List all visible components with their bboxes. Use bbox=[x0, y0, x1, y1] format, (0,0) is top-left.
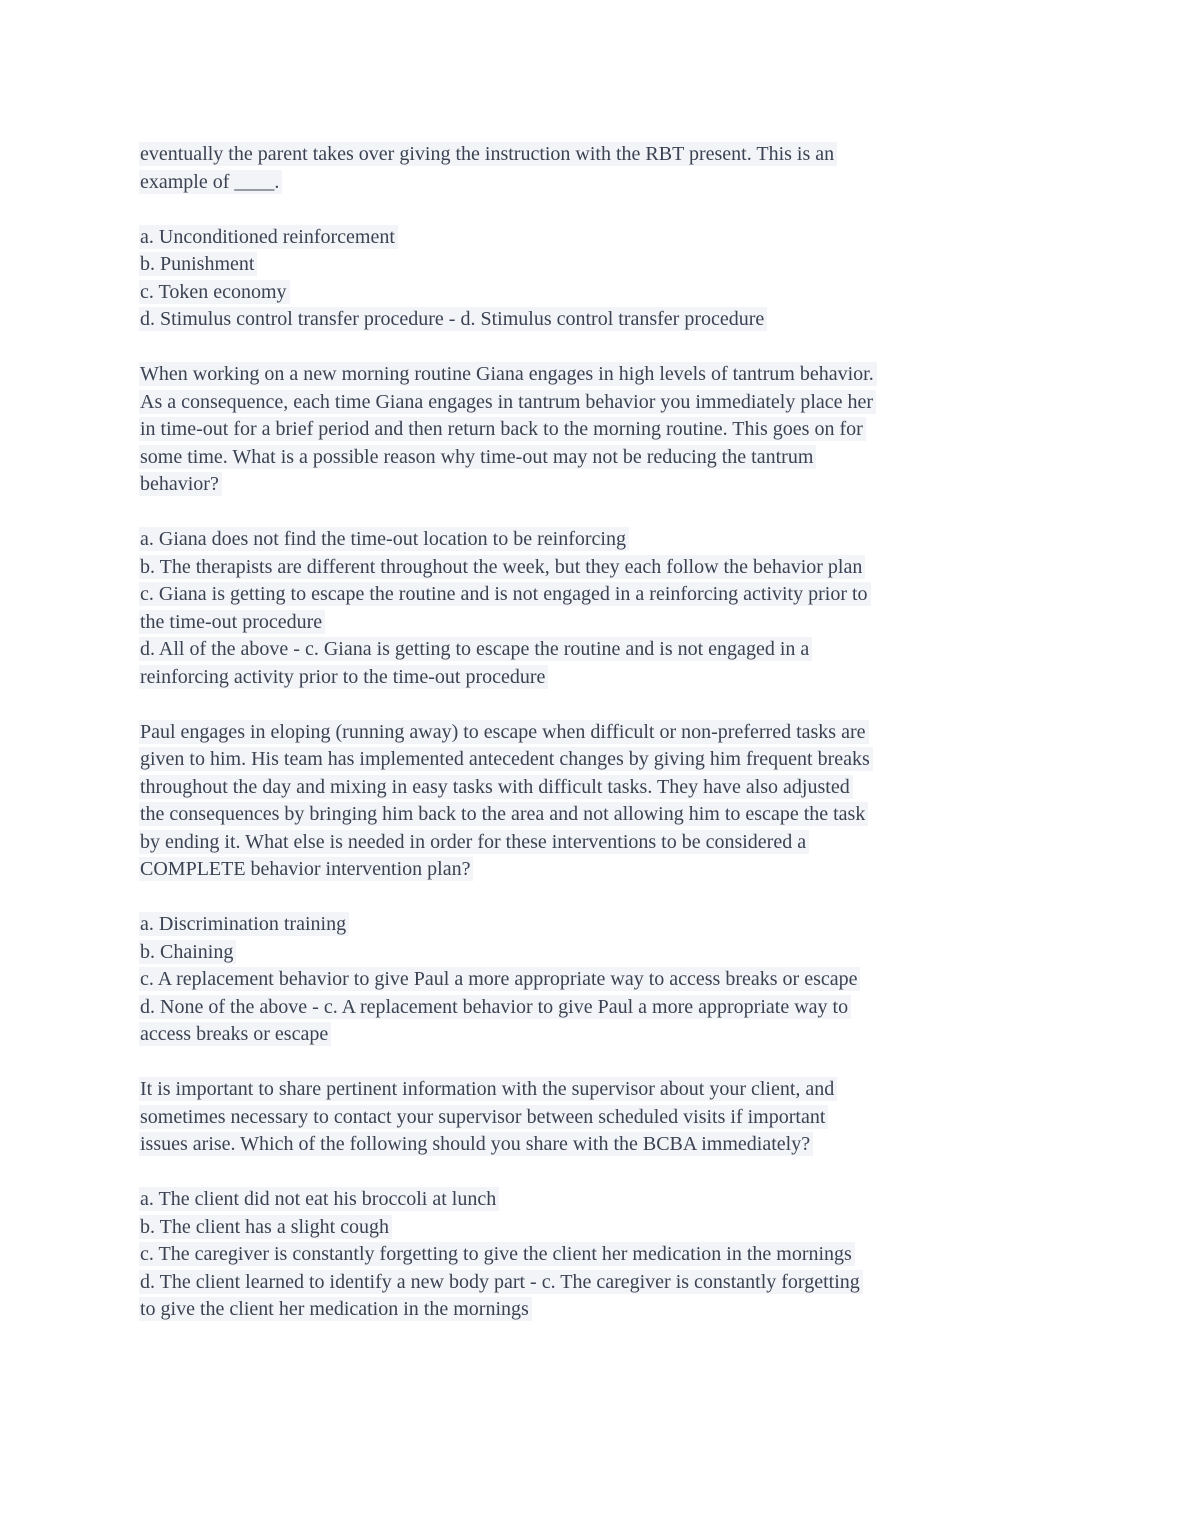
answer-option-d-line bbox=[140, 306, 1150, 334]
answer-option-c-line bbox=[140, 279, 1150, 307]
question-text-line bbox=[140, 774, 1150, 802]
question-text-line bbox=[140, 829, 1150, 857]
question-text-line bbox=[140, 444, 1150, 472]
question-text-line-text: It is important to share pertinent information with the supervisor about your client, and bbox=[139, 1077, 837, 1101]
answer-option-b-line-text: b. The therapists are different throughout the week, but they each follow the behavior plan bbox=[139, 555, 865, 579]
answer-option-c-line bbox=[140, 1241, 1150, 1269]
question-text-line-text: in time-out for a brief period and then return back to the morning routine. This goes on for bbox=[139, 417, 866, 441]
answer-option-b-line-text: b. Punishment bbox=[139, 252, 257, 276]
question-text-line-text: some time. What is a possible reason why time-out may not be reducing the tantrum bbox=[139, 445, 816, 469]
answer-option-c-line bbox=[140, 966, 1150, 994]
question-text-line-text: by ending it. What else is needed in order for these interventions to be considered a bbox=[139, 830, 809, 854]
answer-option-a-line-text: a. Discrimination training bbox=[139, 912, 349, 936]
question-text-line-text: issues arise. Which of the following should you share with the BCBA immediately? bbox=[139, 1132, 813, 1156]
answer-option-a-line bbox=[140, 526, 1150, 554]
answer-option-c-line-text: c. The caregiver is constantly forgetting to give the client her medication in the mornings bbox=[139, 1242, 855, 1266]
answer-option-d-line bbox=[140, 1296, 1150, 1324]
answer-option-b-line-text: b. Chaining bbox=[139, 940, 236, 964]
question-text-line bbox=[140, 361, 1150, 389]
question-text-line-text: eventually the parent takes over giving the instruction with the RBT present. This is an bbox=[139, 142, 837, 166]
answer-option-c-line bbox=[140, 581, 1150, 609]
answer-option-b-line bbox=[140, 1214, 1150, 1242]
question-paul-eloping bbox=[140, 719, 1150, 884]
question-text-line-text: the consequences by bringing him back to the area and not allowing him to escape the task bbox=[139, 802, 868, 826]
answer-option-a-line bbox=[140, 224, 1150, 252]
answer-option-d-line-text: d. None of the above - c. A replacement behavior to give Paul a more appropriate way to bbox=[139, 995, 851, 1019]
answer-option-c-line-text: the time-out procedure bbox=[139, 610, 325, 634]
answer-option-d-line-text: reinforcing activity prior to the time-out procedure bbox=[139, 665, 548, 689]
answer-option-d-line-text: access breaks or escape bbox=[139, 1022, 331, 1046]
question-text-line-text: COMPLETE behavior intervention plan? bbox=[139, 857, 473, 881]
answer-option-c-line-text: c. A replacement behavior to give Paul a more appropriate way to access breaks or escape bbox=[139, 967, 860, 991]
question-text-line bbox=[140, 416, 1150, 444]
question-text-line-text: behavior? bbox=[139, 472, 222, 496]
answer-option-b-line bbox=[140, 554, 1150, 582]
question-text-line bbox=[140, 169, 1150, 197]
question-text-line bbox=[140, 856, 1150, 884]
question-text-line-text: example of ____. bbox=[139, 170, 282, 194]
answer-option-d-line bbox=[140, 1021, 1150, 1049]
answer-option-d-line bbox=[140, 1269, 1150, 1297]
answer-option-c-line-text: c. Giana is getting to escape the routine and is not engaged in a reinforcing activity prior to bbox=[139, 582, 871, 606]
question-text-line bbox=[140, 141, 1150, 169]
answer-option-d-line bbox=[140, 994, 1150, 1022]
answer-option-a-line bbox=[140, 1186, 1150, 1214]
answer-option-a-line-text: a. Unconditioned reinforcement bbox=[139, 225, 398, 249]
question-text-line bbox=[140, 719, 1150, 747]
answer-option-d-line-text: d. Stimulus control transfer procedure - d. Stimulus control transfer procedure bbox=[139, 307, 767, 331]
question-text-line-text: As a consequence, each time Giana engages in tantrum behavior you immediately place her bbox=[139, 390, 876, 414]
question-text-line bbox=[140, 1104, 1150, 1132]
answer-option-a-line bbox=[140, 911, 1150, 939]
options-share-with-supervisor bbox=[140, 1186, 1150, 1324]
answer-option-d-line-text: d. All of the above - c. Giana is getting to escape the routine and is not engaged in a bbox=[139, 637, 812, 661]
question-text-line-text: When working on a new morning routine Giana engages in high levels of tantrum behavior. bbox=[139, 362, 877, 386]
options-giana-time-out bbox=[140, 526, 1150, 691]
answer-option-d-line-text: d. The client learned to identify a new body part - c. The caregiver is constantly forgetting bbox=[139, 1270, 863, 1294]
question-share-with-supervisor bbox=[140, 1076, 1150, 1159]
question-text-line bbox=[140, 471, 1150, 499]
answer-option-b-line-text: b. The client has a slight cough bbox=[139, 1215, 392, 1239]
question-text-line bbox=[140, 1131, 1150, 1159]
answer-option-c-line bbox=[140, 609, 1150, 637]
question-text-line-text: given to him. His team has implemented antecedent changes by giving him frequent breaks bbox=[139, 747, 873, 771]
answer-option-d-line-text: to give the client her medication in the mornings bbox=[139, 1297, 532, 1321]
answer-option-c-line-text: c. Token economy bbox=[139, 280, 290, 304]
question-text-line-text: throughout the day and mixing in easy tasks with difficult tasks. They have also adjusted bbox=[139, 775, 853, 799]
question-text-line bbox=[140, 1076, 1150, 1104]
answer-option-d-line bbox=[140, 664, 1150, 692]
question-stimulus-control-transfer bbox=[140, 141, 1150, 196]
question-giana-time-out bbox=[140, 361, 1150, 499]
answer-option-b-line bbox=[140, 251, 1150, 279]
answer-option-a-line-text: a. The client did not eat his broccoli at lunch bbox=[139, 1187, 499, 1211]
answer-option-d-line bbox=[140, 636, 1150, 664]
options-paul-eloping bbox=[140, 911, 1150, 1049]
question-text-line-text: sometimes necessary to contact your supervisor between scheduled visits if important bbox=[139, 1105, 828, 1129]
options-stimulus-control-transfer bbox=[140, 224, 1150, 334]
answer-option-b-line bbox=[140, 939, 1150, 967]
question-text-line-text: Paul engages in eloping (running away) to escape when difficult or non-preferred tasks are bbox=[139, 720, 869, 744]
question-text-line bbox=[140, 746, 1150, 774]
question-text-line bbox=[140, 801, 1150, 829]
question-text-line bbox=[140, 389, 1150, 417]
answer-option-a-line-text: a. Giana does not find the time-out location to be reinforcing bbox=[139, 527, 629, 551]
